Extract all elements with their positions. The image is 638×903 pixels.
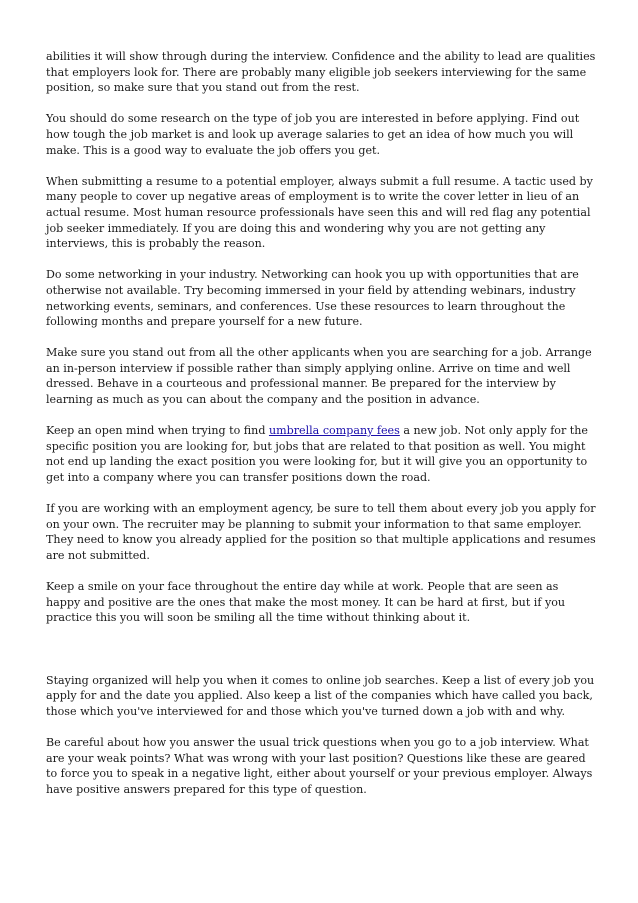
paragraph-open-mind-after: a new job. Not only apply for the specific position you are looking for, but jobs that are related to that position as well. You might not end up landing the exact position you were looking for, but it will give you an opportunity to get into a company where you can transfer positions down the road. — [46, 424, 588, 485]
paragraph-trick-questions: Be careful about how you answer the usual trick questions when you go to a job interview. What are your weak points? What was wrong with your last position? Questions like these are geared to force you to speak in a negative light, either about yourself or your previous employer. Always have positive answers prepared for this type of question. — [46, 736, 593, 796]
paragraph-networking: Do some networking in your industry. Networking can hook you up with opportunities that are otherwise not available. Try becoming immersed in your field by attending webinars, industry networking events, seminars, and conferences. Use these resources to learn throughout the following months and prepare yourself for a new future. — [46, 268, 579, 329]
umbrella-company-fees-link[interactable]: umbrella company fees — [268, 424, 400, 438]
paragraph-stand-out: Make sure you stand out from all the other applicants when you are searching for a job. Arrange an in-person interview if possible rather than simply applying online. Arrive on time and well dressed. Behave in a courteous and professional manner. Be prepared for the interview by learning as much as you can about the company and the position in advance. — [46, 346, 592, 407]
paragraph-full-resume: When submitting a resume to a potential employer, always submit a full resume. A tactic used by many people to cover up negative areas of employment is to write the cover letter in lieu of an actual resume. Most human resource professionals have seen this and will red flag any potential job seeker immediately. If you are doing this and wondering why you are not getting any interviews, this is probably the reason. — [46, 174, 593, 251]
paragraph-interview-confidence: abilities it will show through during the interview. Confidence and the ability to lead are qualities that employers look for. There are probably many eligible job seekers interviewing for the same position, so make sure that you stand out from the rest. — [46, 50, 596, 95]
paragraph-open-mind-before: Keep an open mind when trying to find — [46, 424, 269, 438]
paragraph-job-research: You should do some research on the type of job you are interested in before applying. Find out how tough the job market is and look up average salaries to get an idea of how much you will make. This is a good way to evaluate the job offers you get. — [46, 112, 580, 157]
paragraph-smile: Keep a smile on your face throughout the entire day while at work. People that are seen as happy and positive are the ones that make the most money. It can be hard at first, but if you practice this you will soon be smiling all the time without thinking about it. — [46, 580, 566, 625]
paragraph-employment-agency: If you are working with an employment agency, be sure to tell them about every job you apply for on your own. The recruiter may be planning to submit your information to that same employer. They need to know you already applied for the position so that multiple applications and resumes are not submitted. — [46, 502, 596, 562]
paragraph-open-mind — [46, 423, 596, 485]
paragraph-stay-organized: Staying organized will help you when it comes to online job searches. Keep a list of every job you apply for and the date you applied. Also keep a list of the companies which have called you back, those which you've interviewed for and those which you've turned down a job with and why. — [46, 673, 595, 718]
document-body — [46, 49, 596, 813]
